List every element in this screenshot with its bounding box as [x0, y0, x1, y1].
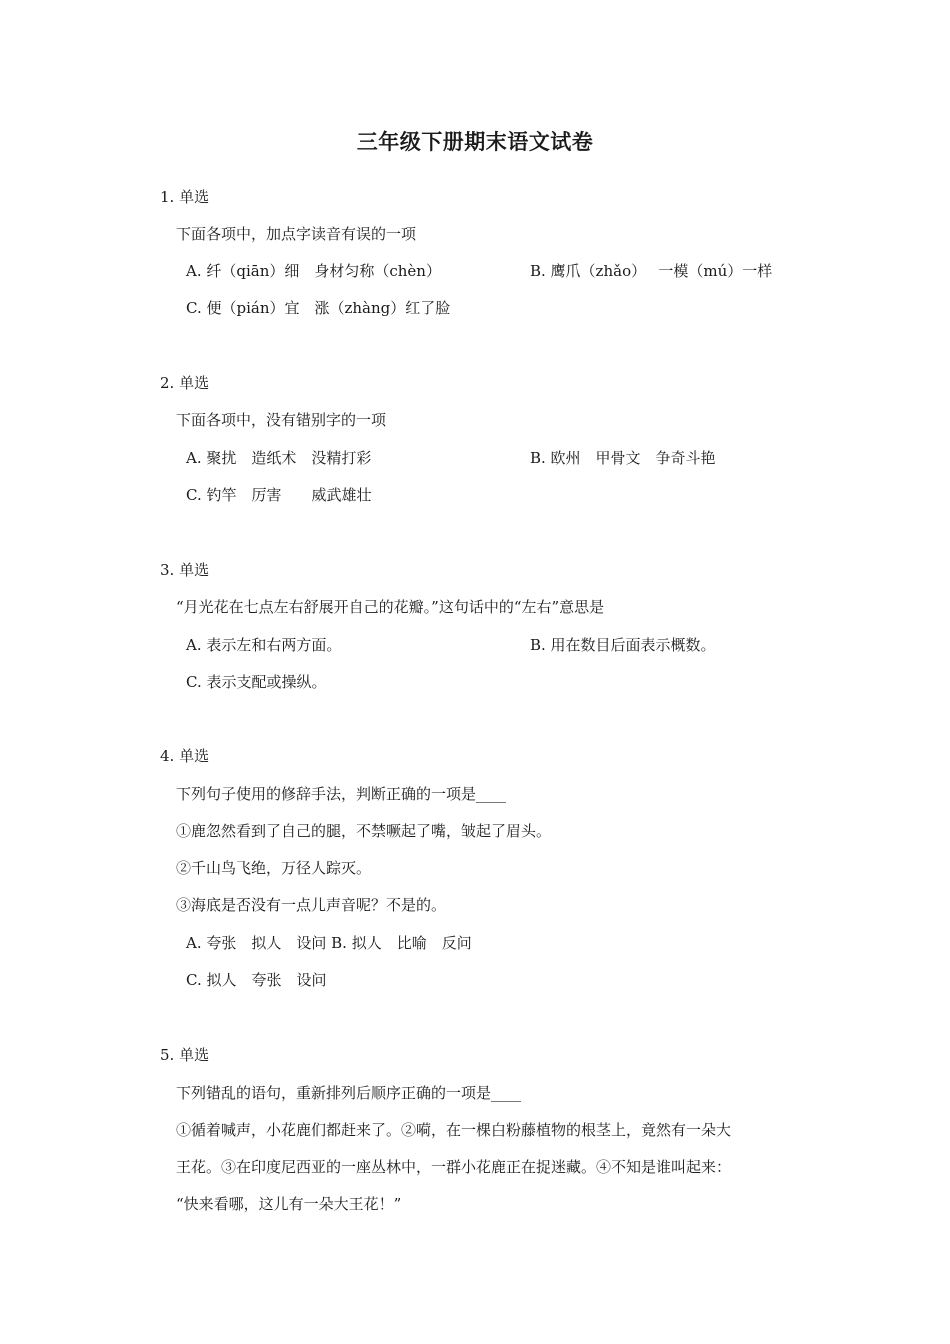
option-b[interactable]: B. 鹰爪（zhǎo） 一模（mú）一样: [530, 262, 773, 280]
option-c[interactable]: C. 拟人 夸张 设问: [186, 971, 327, 989]
option-a[interactable]: A. 表示左和右两方面。: [186, 636, 342, 654]
question-stem: “月光花在七点左右舒展开自己的花瓣。”这句话中的“左右”意思是: [176, 598, 605, 616]
question-number: 1. 单选: [160, 188, 210, 206]
page-title: 三年级下册期末语文试卷: [356, 129, 594, 154]
question-number: 4. 单选: [160, 747, 210, 765]
stem-line: ③海底是否没有一点儿声音呢？不是的。: [176, 896, 447, 914]
question-number: 5. 单选: [160, 1046, 210, 1064]
option-a[interactable]: A. 纤（qiān）细 身材匀称（chèn）: [186, 262, 441, 280]
option-c[interactable]: C. 表示支配或操纵。: [186, 673, 327, 691]
option-a-b[interactable]: A. 夸张 拟人 设问 B. 拟人 比喻 反问: [186, 934, 472, 952]
question-number: 2. 单选: [160, 374, 210, 392]
stem-line: ②千山鸟飞绝，万径人踪灭。: [176, 859, 372, 877]
option-c[interactable]: C. 便（pián）宜 涨（zhàng）红了脸: [186, 299, 451, 317]
option-c[interactable]: C. 钓竿 厉害 威武雄壮: [186, 486, 372, 504]
option-b[interactable]: B. 用在数目后面表示概数。: [530, 636, 716, 654]
option-a[interactable]: A. 聚扰 造纸术 没精打彩: [186, 449, 372, 467]
question-stem: 下面各项中，没有错别字的一项: [176, 411, 387, 429]
stem-line: ①鹿忽然看到了自己的腿，不禁噘起了嘴，皱起了眉头。: [176, 822, 552, 840]
stem-line: 王花。③在印度尼西亚的一座丛林中，一群小花鹿正在捉迷藏。④不知是谁叫起来：: [176, 1158, 732, 1176]
question-stem: 下面各项中，加点字读音有误的一项: [176, 225, 417, 243]
question-stem: 下列错乱的语句，重新排列后顺序正确的一项是____: [176, 1084, 522, 1102]
question-number: 3. 单选: [160, 561, 210, 579]
stem-line: ①循着喊声，小花鹿们都赶来了。②嗬，在一棵白粉藤植物的根茎上，竟然有一朵大: [176, 1121, 732, 1139]
question-stem: 下列句子使用的修辞手法，判断正确的一项是____: [176, 785, 507, 803]
option-b[interactable]: B. 欧州 甲骨文 争奇斗艳: [530, 449, 716, 467]
stem-line: “快来看哪，这儿有一朵大王花！”: [176, 1195, 402, 1213]
